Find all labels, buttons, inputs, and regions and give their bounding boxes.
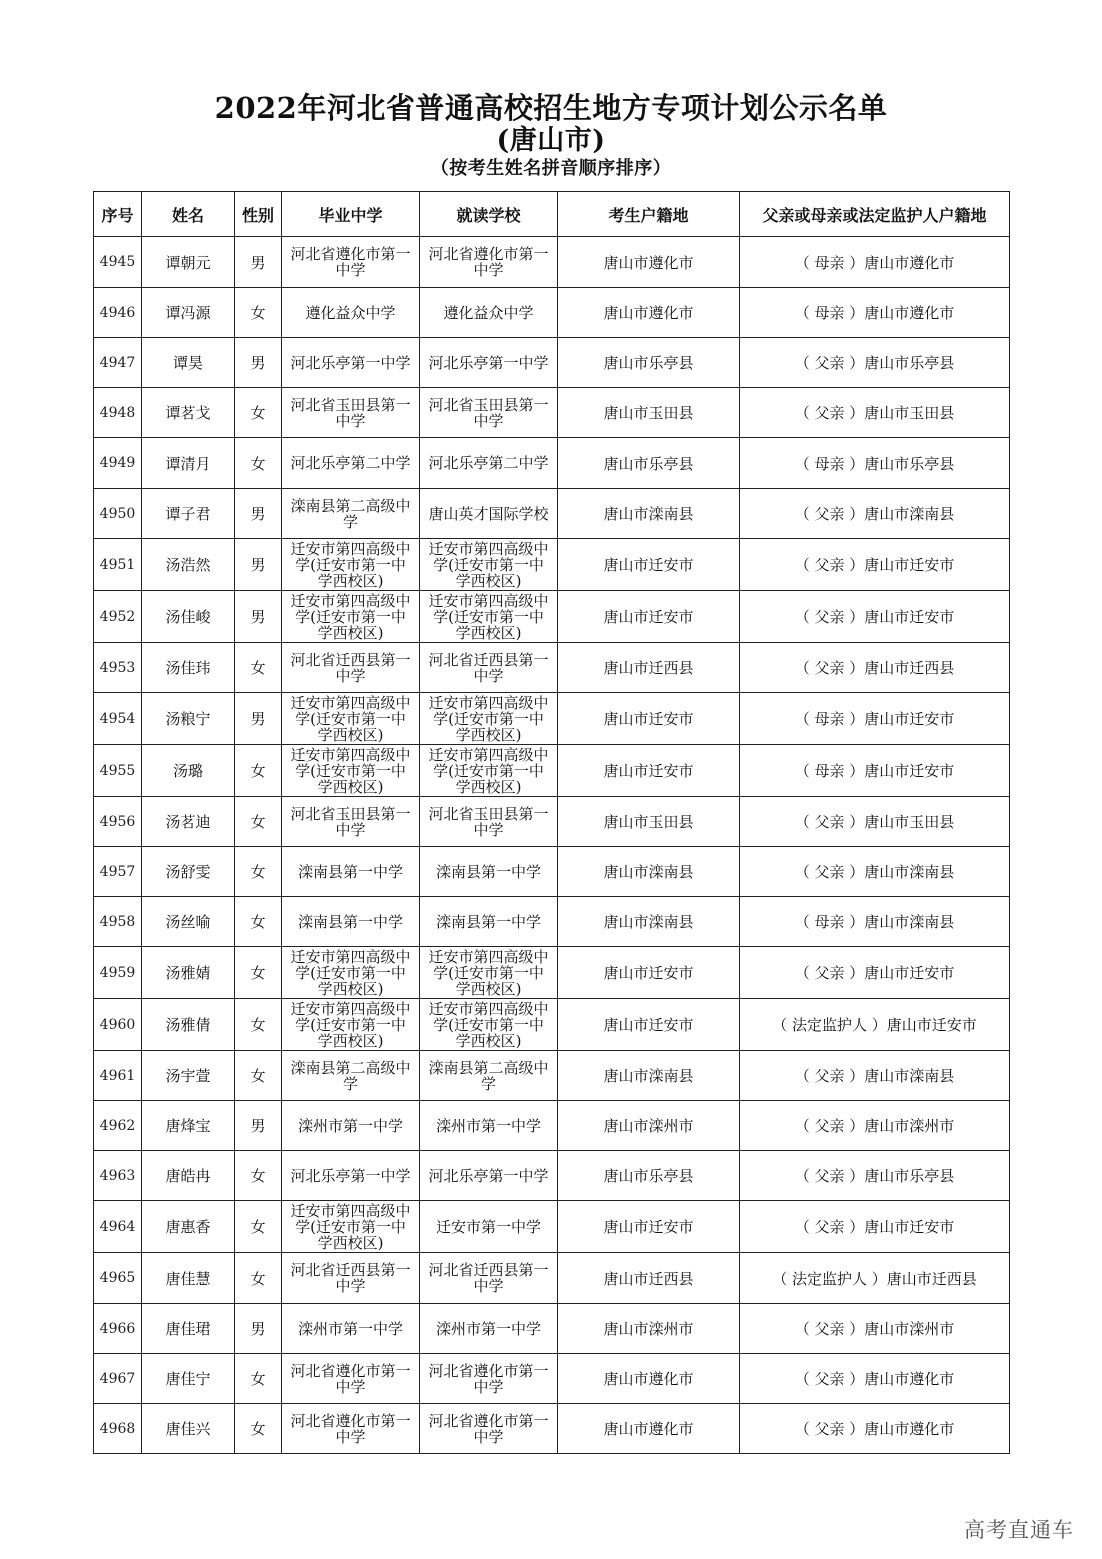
cell-student-residence: 唐山市遵化市 [558, 1354, 740, 1404]
cell-current-school: 遵化益众中学 [420, 288, 558, 338]
table-row [94, 489, 1010, 539]
cell-guardian-residence: （ 父亲 ）唐山市滦南县 [740, 1051, 1010, 1101]
cell-student-residence: 唐山市迁安市 [558, 539, 740, 591]
cell-graduation-school: 河北省遵化市第一中学 [282, 1354, 420, 1404]
header-name: 姓名 [142, 192, 235, 237]
cell-student-residence: 唐山市遵化市 [558, 288, 740, 338]
cell-guardian-residence: （ 父亲 ）唐山市迁安市 [740, 1201, 1010, 1253]
cell-gender: 女 [235, 388, 282, 438]
cell-gender: 女 [235, 1354, 282, 1404]
cell-student-residence: 唐山市玉田县 [558, 797, 740, 847]
cell-index: 4957 [94, 847, 142, 897]
table-row [94, 947, 1010, 999]
cell-index: 4965 [94, 1253, 142, 1304]
cell-current-school: 唐山英才国际学校 [420, 489, 558, 539]
table-row [94, 797, 1010, 847]
cell-guardian-residence: （ 父亲 ）唐山市玉田县 [740, 388, 1010, 438]
cell-name: 唐佳兴 [142, 1404, 235, 1454]
cell-name: 谭朝元 [142, 237, 235, 288]
cell-graduation-school: 迁安市第四高级中学(迁安市第一中学西校区) [282, 1201, 420, 1253]
cell-name: 汤佳峻 [142, 591, 235, 643]
cell-index: 4956 [94, 797, 142, 847]
table-row [94, 643, 1010, 693]
cell-student-residence: 唐山市滦南县 [558, 489, 740, 539]
cell-gender: 女 [235, 1404, 282, 1454]
cell-gender: 女 [235, 797, 282, 847]
table-row [94, 388, 1010, 438]
table-row [94, 591, 1010, 643]
cell-current-school: 滦南县第一中学 [420, 897, 558, 947]
cell-student-residence: 唐山市迁西县 [558, 1253, 740, 1304]
cell-index: 4952 [94, 591, 142, 643]
header-gender: 性别 [235, 192, 282, 237]
sort-note: （按考生姓名拼音顺序排序） [430, 158, 672, 179]
header-current-school: 就读学校 [420, 192, 558, 237]
header-guardian-residence: 父亲或母亲或法定监护人户籍地 [740, 192, 1010, 237]
cell-graduation-school: 滦南县第一中学 [282, 847, 420, 897]
cell-student-residence: 唐山市滦南县 [558, 1051, 740, 1101]
cell-index: 4961 [94, 1051, 142, 1101]
cell-index: 4949 [94, 438, 142, 489]
cell-name: 唐佳宁 [142, 1354, 235, 1404]
table-row [94, 1051, 1010, 1101]
cell-guardian-residence: （ 父亲 ）唐山市滦州市 [740, 1304, 1010, 1354]
table-row [94, 1201, 1010, 1253]
cell-student-residence: 唐山市迁安市 [558, 693, 740, 745]
cell-current-school: 河北乐亭第一中学 [420, 1151, 558, 1201]
cell-graduation-school: 迁安市第四高级中学(迁安市第一中学西校区) [282, 745, 420, 797]
cell-graduation-school: 河北乐亭第一中学 [282, 338, 420, 388]
cell-current-school: 迁安市第四高级中学(迁安市第一中学西校区) [420, 591, 558, 643]
cell-graduation-school: 河北省玉田县第一中学 [282, 797, 420, 847]
cell-name: 汤雅倩 [142, 999, 235, 1051]
cell-name: 谭子君 [142, 489, 235, 539]
cell-student-residence: 唐山市乐亭县 [558, 338, 740, 388]
cell-name: 汤佳玮 [142, 643, 235, 693]
cell-current-school: 河北省遵化市第一中学 [420, 1404, 558, 1454]
cell-name: 汤浩然 [142, 539, 235, 591]
cell-guardian-residence: （ 父亲 ）唐山市迁安市 [740, 539, 1010, 591]
cell-current-school: 迁安市第四高级中学(迁安市第一中学西校区) [420, 745, 558, 797]
cell-name: 唐惠香 [142, 1201, 235, 1253]
header-student-residence: 考生户籍地 [558, 192, 740, 237]
roster-table [93, 191, 1010, 1454]
cell-current-school: 迁安市第四高级中学(迁安市第一中学西校区) [420, 693, 558, 745]
cell-graduation-school: 河北省迁西县第一中学 [282, 643, 420, 693]
cell-current-school: 滦南县第一中学 [420, 847, 558, 897]
cell-guardian-residence: （ 父亲 ）唐山市滦南县 [740, 489, 1010, 539]
cell-gender: 男 [235, 237, 282, 288]
cell-current-school: 迁安市第四高级中学(迁安市第一中学西校区) [420, 539, 558, 591]
cell-index: 4948 [94, 388, 142, 438]
cell-gender: 男 [235, 1101, 282, 1151]
cell-graduation-school: 滦州市第一中学 [282, 1304, 420, 1354]
cell-gender: 女 [235, 1051, 282, 1101]
cell-guardian-residence: （ 父亲 ）唐山市滦南县 [740, 847, 1010, 897]
cell-name: 汤舒雯 [142, 847, 235, 897]
cell-guardian-residence: （ 母亲 ）唐山市遵化市 [740, 237, 1010, 288]
cell-index: 4946 [94, 288, 142, 338]
table-row [94, 539, 1010, 591]
table-row [94, 1354, 1010, 1404]
table-body [94, 237, 1010, 1454]
cell-index: 4964 [94, 1201, 142, 1253]
cell-index: 4967 [94, 1354, 142, 1404]
cell-name: 汤雅婧 [142, 947, 235, 999]
cell-current-school: 滦州市第一中学 [420, 1101, 558, 1151]
cell-name: 谭清月 [142, 438, 235, 489]
cell-guardian-residence: （ 母亲 ）唐山市乐亭县 [740, 438, 1010, 489]
cell-student-residence: 唐山市迁安市 [558, 947, 740, 999]
cell-guardian-residence: （ 父亲 ）唐山市遵化市 [740, 1354, 1010, 1404]
page-subtitle: (唐山市) [496, 125, 606, 156]
cell-guardian-residence: （ 父亲 ）唐山市乐亭县 [740, 1151, 1010, 1201]
table-row [94, 897, 1010, 947]
table-row [94, 438, 1010, 489]
cell-index: 4958 [94, 897, 142, 947]
cell-graduation-school: 滦州市第一中学 [282, 1101, 420, 1151]
cell-graduation-school: 滦南县第二高级中学 [282, 1051, 420, 1101]
cell-current-school: 河北省玉田县第一中学 [420, 797, 558, 847]
watermark: 高考直通车 [964, 1518, 1074, 1542]
cell-index: 4953 [94, 643, 142, 693]
cell-current-school: 河北省遵化市第一中学 [420, 1354, 558, 1404]
cell-student-residence: 唐山市滦南县 [558, 897, 740, 947]
cell-name: 汤丝喻 [142, 897, 235, 947]
table-row [94, 288, 1010, 338]
cell-gender: 女 [235, 1253, 282, 1304]
cell-index: 4955 [94, 745, 142, 797]
table-row [94, 338, 1010, 388]
cell-gender: 女 [235, 1201, 282, 1253]
table-row [94, 847, 1010, 897]
cell-gender: 女 [235, 288, 282, 338]
cell-index: 4960 [94, 999, 142, 1051]
cell-current-school: 河北省迁西县第一中学 [420, 643, 558, 693]
cell-gender: 女 [235, 847, 282, 897]
cell-current-school: 河北乐亭第二中学 [420, 438, 558, 489]
cell-student-residence: 唐山市迁安市 [558, 745, 740, 797]
cell-name: 谭昊 [142, 338, 235, 388]
cell-gender: 女 [235, 897, 282, 947]
table-row [94, 1253, 1010, 1304]
cell-graduation-school: 迁安市第四高级中学(迁安市第一中学西校区) [282, 539, 420, 591]
cell-gender: 男 [235, 489, 282, 539]
cell-graduation-school: 河北省遵化市第一中学 [282, 1404, 420, 1454]
table-row [94, 1151, 1010, 1201]
cell-guardian-residence: （ 父亲 ）唐山市乐亭县 [740, 338, 1010, 388]
cell-index: 4962 [94, 1101, 142, 1151]
cell-index: 4945 [94, 237, 142, 288]
cell-student-residence: 唐山市遵化市 [558, 1404, 740, 1454]
cell-current-school: 迁安市第一中学 [420, 1201, 558, 1253]
cell-graduation-school: 河北乐亭第二中学 [282, 438, 420, 489]
cell-gender: 女 [235, 947, 282, 999]
cell-index: 4963 [94, 1151, 142, 1201]
table-row [94, 1404, 1010, 1454]
table-row [94, 1304, 1010, 1354]
cell-gender: 女 [235, 999, 282, 1051]
table-row [94, 1101, 1010, 1151]
cell-student-residence: 唐山市滦州市 [558, 1101, 740, 1151]
table-header-row [94, 192, 1010, 237]
cell-student-residence: 唐山市迁西县 [558, 643, 740, 693]
cell-gender: 男 [235, 338, 282, 388]
table-row [94, 745, 1010, 797]
cell-graduation-school: 迁安市第四高级中学(迁安市第一中学西校区) [282, 947, 420, 999]
cell-current-school: 河北省遵化市第一中学 [420, 237, 558, 288]
cell-guardian-residence: （ 母亲 ）唐山市滦南县 [740, 897, 1010, 947]
cell-graduation-school: 河北省遵化市第一中学 [282, 237, 420, 288]
cell-current-school: 迁安市第四高级中学(迁安市第一中学西校区) [420, 999, 558, 1051]
cell-current-school: 滦南县第二高级中学 [420, 1051, 558, 1101]
cell-guardian-residence: （ 法定监护人 ）唐山市迁安市 [740, 999, 1010, 1051]
cell-current-school: 迁安市第四高级中学(迁安市第一中学西校区) [420, 947, 558, 999]
cell-graduation-school: 河北乐亭第一中学 [282, 1151, 420, 1201]
cell-guardian-residence: （ 父亲 ）唐山市滦州市 [740, 1101, 1010, 1151]
cell-current-school: 滦州市第一中学 [420, 1304, 558, 1354]
cell-index: 4966 [94, 1304, 142, 1354]
cell-guardian-residence: （ 母亲 ）唐山市遵化市 [740, 288, 1010, 338]
cell-graduation-school: 遵化益众中学 [282, 288, 420, 338]
cell-name: 汤茗迪 [142, 797, 235, 847]
cell-gender: 男 [235, 539, 282, 591]
cell-index: 4959 [94, 947, 142, 999]
cell-student-residence: 唐山市乐亭县 [558, 438, 740, 489]
cell-current-school: 河北乐亭第一中学 [420, 338, 558, 388]
cell-student-residence: 唐山市玉田县 [558, 388, 740, 438]
cell-name: 汤宇萱 [142, 1051, 235, 1101]
cell-student-residence: 唐山市乐亭县 [558, 1151, 740, 1201]
cell-guardian-residence: （ 母亲 ）唐山市迁安市 [740, 693, 1010, 745]
cell-graduation-school: 滦南县第二高级中学 [282, 489, 420, 539]
cell-index: 4951 [94, 539, 142, 591]
cell-guardian-residence: （ 父亲 ）唐山市迁西县 [740, 643, 1010, 693]
cell-name: 唐皓冉 [142, 1151, 235, 1201]
cell-graduation-school: 迁安市第四高级中学(迁安市第一中学西校区) [282, 693, 420, 745]
cell-student-residence: 唐山市滦南县 [558, 847, 740, 897]
cell-gender: 女 [235, 438, 282, 489]
cell-current-school: 河北省玉田县第一中学 [420, 388, 558, 438]
cell-name: 唐烽宝 [142, 1101, 235, 1151]
cell-gender: 女 [235, 745, 282, 797]
cell-guardian-residence: （ 法定监护人 ）唐山市迁西县 [740, 1253, 1010, 1304]
cell-gender: 女 [235, 643, 282, 693]
cell-name: 谭冯源 [142, 288, 235, 338]
cell-name: 谭茗戈 [142, 388, 235, 438]
cell-graduation-school: 迁安市第四高级中学(迁安市第一中学西校区) [282, 999, 420, 1051]
page-title: 2022年河北省普通高校招生地方专项计划公示名单 [214, 91, 888, 125]
cell-student-residence: 唐山市迁安市 [558, 1201, 740, 1253]
table-row [94, 693, 1010, 745]
cell-student-residence: 唐山市迁安市 [558, 999, 740, 1051]
cell-gender: 男 [235, 1304, 282, 1354]
cell-index: 4947 [94, 338, 142, 388]
cell-guardian-residence: （ 父亲 ）唐山市玉田县 [740, 797, 1010, 847]
cell-guardian-residence: （ 母亲 ）唐山市迁安市 [740, 745, 1010, 797]
table-row [94, 237, 1010, 288]
table-row [94, 999, 1010, 1051]
cell-graduation-school: 河北省玉田县第一中学 [282, 388, 420, 438]
cell-student-residence: 唐山市滦州市 [558, 1304, 740, 1354]
cell-guardian-residence: （ 父亲 ）唐山市迁安市 [740, 947, 1010, 999]
cell-index: 4950 [94, 489, 142, 539]
cell-name: 唐佳珺 [142, 1304, 235, 1354]
cell-index: 4954 [94, 693, 142, 745]
header-graduation-school: 毕业中学 [282, 192, 420, 237]
cell-gender: 女 [235, 1151, 282, 1201]
cell-graduation-school: 河北省迁西县第一中学 [282, 1253, 420, 1304]
cell-graduation-school: 迁安市第四高级中学(迁安市第一中学西校区) [282, 591, 420, 643]
cell-student-residence: 唐山市遵化市 [558, 237, 740, 288]
cell-index: 4968 [94, 1404, 142, 1454]
cell-current-school: 河北省迁西县第一中学 [420, 1253, 558, 1304]
cell-name: 汤璐 [142, 745, 235, 797]
header-index: 序号 [94, 192, 142, 237]
cell-student-residence: 唐山市迁安市 [558, 591, 740, 643]
cell-graduation-school: 滦南县第一中学 [282, 897, 420, 947]
cell-guardian-residence: （ 父亲 ）唐山市遵化市 [740, 1404, 1010, 1454]
cell-name: 汤粮宁 [142, 693, 235, 745]
cell-gender: 男 [235, 693, 282, 745]
cell-guardian-residence: （ 父亲 ）唐山市迁安市 [740, 591, 1010, 643]
cell-gender: 男 [235, 591, 282, 643]
cell-name: 唐佳慧 [142, 1253, 235, 1304]
